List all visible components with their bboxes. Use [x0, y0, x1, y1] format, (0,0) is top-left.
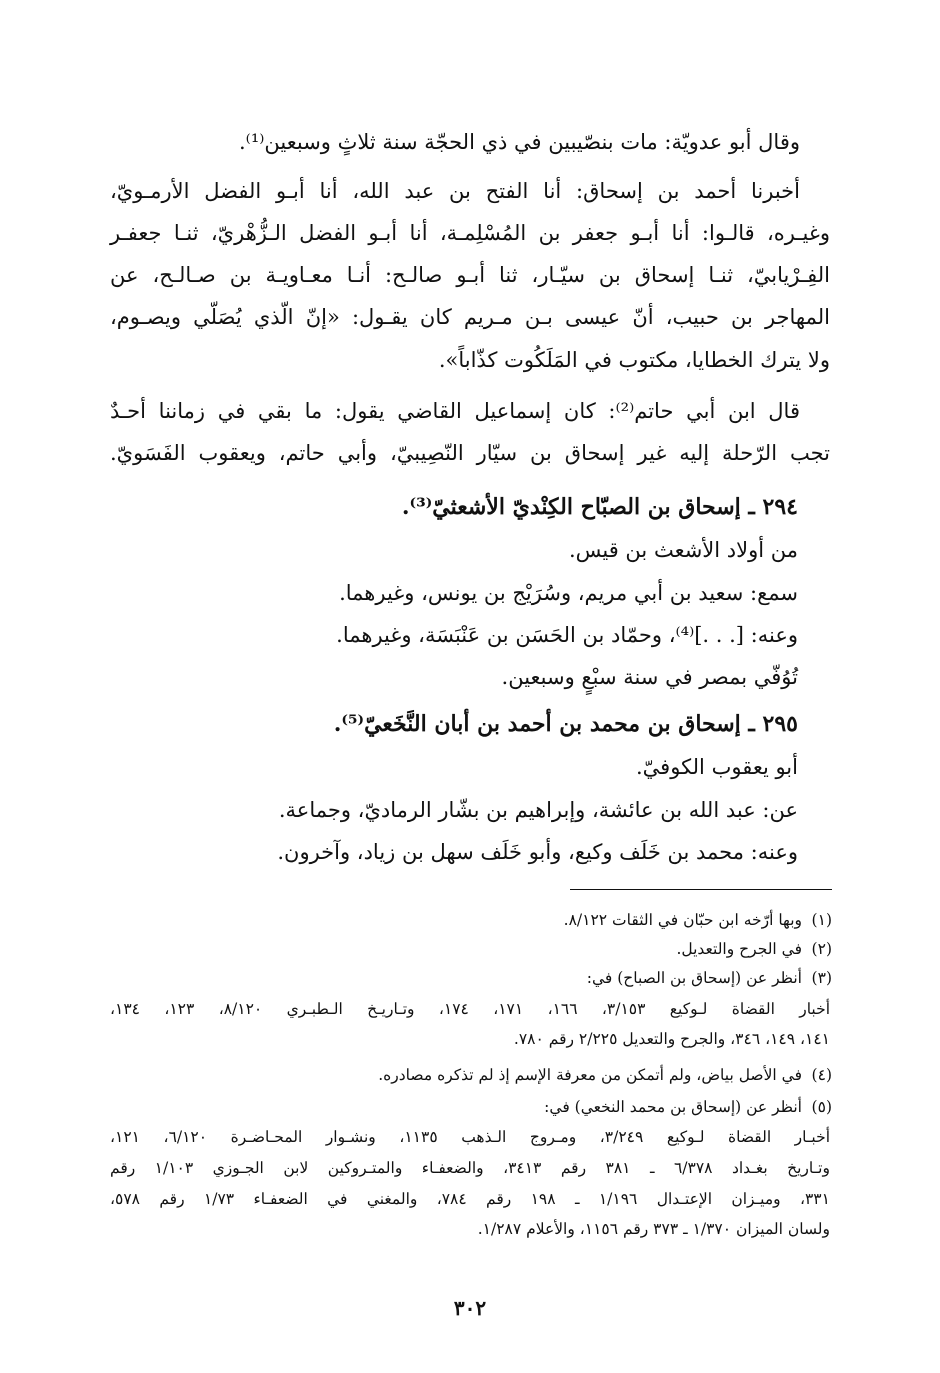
entry-line: من أولاد الأشعث بن قيس. — [568, 538, 798, 562]
text-line: أخبرنا أحمد بن إسحاق: أنا الفتح بن عبد الله، أنا أبـو الفضل الأرمـويّ، — [110, 179, 800, 203]
entry-heading: ٢٩٥ ـ إسحاق بن محمد بن أحمد بن أبان النَّخَعيّ⁽⁵⁾. — [333, 711, 798, 737]
footnote-text: أنظر عن (إسحاق بن الصباح) في: — [586, 969, 802, 987]
footnote — [112, 1092, 832, 1123]
entry-heading: ٢٩٤ ـ إسحاق بن الصبّاح الكِنْديّ الأشعثيّ⁽³⁾. — [401, 494, 798, 520]
footnote — [112, 963, 832, 994]
footnote-line: ولسان الميزان ١/٣٧٠ ـ ٣٧٣ رقم ١١٥٦، والأعلام ١/٢٨٧. — [477, 1220, 830, 1238]
footnote-line: أخبار القضاة لـوكيع ٣/١٥٣، ١٦٦، ١٧١، ١٧٤، وتـاريـخ الـطبـري ٨/١٢٠، ١٢٣، ١٣٤، — [110, 1000, 831, 1018]
entry-line: تُوُفّي بمصر في سنة سبْعٍ وسبعين. — [501, 665, 798, 689]
text-line: قال ابن أبي حاتم⁽²⁾: كان إسماعيل القاضي يقول: ما بقي في زماننا أحـدٌ — [110, 399, 800, 423]
footnote-number: (٣) — [811, 969, 832, 987]
footnote-separator — [570, 889, 832, 890]
footnote-text: وبها أرّخه ابن حبّان في الثقات ٨/١٢٢. — [563, 911, 802, 929]
footnote — [112, 934, 832, 965]
footnote-number: (٤) — [811, 1066, 832, 1084]
text-line: المهاجر بن حبيب، أنّ عيسى بـن مـريم كان يقـول: «إنّ الّذي يُصَلّي ويصـوم، — [110, 305, 830, 329]
footnote — [112, 1060, 832, 1091]
footnote-number: (١) — [811, 911, 832, 929]
footnote — [112, 905, 832, 936]
footnote-line: ٣٣١، وميـزان الإعتـدال ١/١٩٦ ـ ١٩٨ رقم ٧٨٤، والمغني في الضعفـاء ١/٧٣ رقم ٥٧٨، — [110, 1190, 830, 1208]
text-line: تجب الرّحلة إليه غير إسحاق بن سيّار النّصِيبيّ، وأبي حاتم، ويعقوب الفَسَويّ. — [110, 441, 830, 465]
entry-line: أبو يعقوب الكوفيّ. — [636, 755, 798, 779]
footnote-line: ١٤١، ١٤٩، ٣٤٦، والجرح والتعديل ٢/٢٢٥ رقم ٧٨٠. — [513, 1030, 830, 1048]
text-line: الفِـرْيابيّ، ثنـا إسحاق بن سيّـار، ثنا أبـو صالـح: أنـا معـاويـة بن صـالـح، عن — [110, 263, 830, 287]
footnote-line: وتـاريخ بغـداد ٦/٣٧٨ ـ ٣٨١ رقم ٣٤١٣، والضعفـاء والمتـروكين لابن الجـوزي ١/١٠٣ رقم — [110, 1159, 830, 1177]
text-line: ولا يترك الخطايا، مكتوب في المَلَكُوت كذّاباً». — [438, 348, 830, 372]
footnote-text: في الجرح والتعديل. — [676, 940, 802, 958]
footnote-line: أخبـار القضاة لـوكيع ٣/٢٤٩، ومـروج الـذهب ١١٣٥، ونشـوار المحـاضـرة ٦/١٢٠، ١٢١، — [110, 1128, 831, 1146]
footnote-text: أنظر عن (إسحاق بن محمد النخعي) في: — [544, 1098, 802, 1116]
footnote-number: (٥) — [811, 1098, 832, 1116]
page-number: ٣٠٢ — [453, 1296, 487, 1320]
text-line: وقال أبو عدويّة: مات بنصّيبين في ذي الحجّة سنة ثلاثٍ وسبعين⁽¹⁾. — [238, 130, 800, 154]
entry-line: وعنه: محمد بن خَلَف وكيع، وأبو خَلَف سهل بن زياد، وآخرون. — [277, 840, 798, 864]
footnote-number: (٢) — [811, 940, 832, 958]
entry-line: وعنه: [. . .]⁽⁴⁾، وحمّاد بن الحَسَن بن عَنْبَسَة، وغيرهما. — [336, 623, 798, 647]
entry-line: عن: عبد الله بن عائشة، وإبراهيم بن بشّار الرماديّ، وجماعة. — [278, 798, 798, 822]
text-line: وغيـره، قالـوا: أنا أبـو جعفر بن المُسْلِمـة، أنا أبـو الفضل الـزُّهْريّ، ثنـا جعفـر — [110, 221, 830, 245]
entry-line: سمع: سعيد بن أبي مريم، وسُرَيْج بن يونس، وغيرهما. — [339, 581, 798, 605]
footnote-text: في الأصل بياض، ولم أتمكن من معرفة الإسم إذ لم تذكره مصادره. — [378, 1066, 802, 1084]
